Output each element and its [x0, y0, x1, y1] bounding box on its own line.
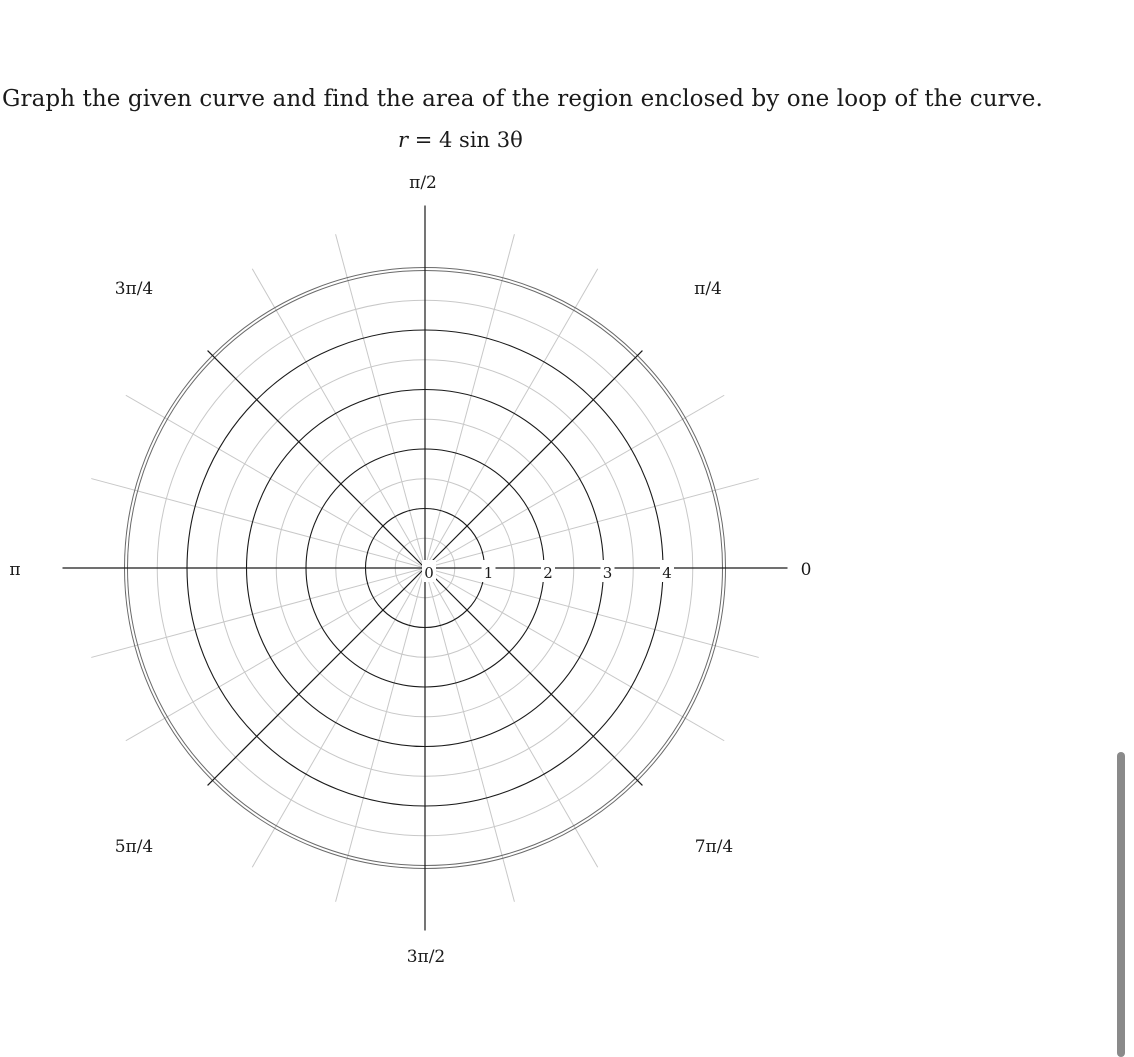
major-spoke [208, 568, 425, 785]
minor-spoke [126, 395, 425, 568]
radial-label-4: 4 [662, 564, 672, 582]
minor-spoke [425, 269, 598, 568]
minor-spoke [126, 568, 425, 741]
scrollbar-thumb[interactable] [1117, 752, 1125, 1057]
major-spoke [208, 351, 425, 568]
angle-label-180: π [9, 560, 21, 580]
radial-label-0: 0 [424, 564, 434, 582]
angle-label-135: 3π/4 [114, 279, 154, 299]
minor-spoke [425, 568, 724, 741]
minor-spoke [252, 269, 425, 568]
angle-label-270: 3π/2 [406, 947, 446, 967]
minor-spoke [425, 568, 759, 657]
angle-label-225: 5π/4 [114, 837, 154, 857]
vertical-scrollbar[interactable] [1114, 750, 1128, 1057]
equation-equals: = [408, 128, 439, 152]
equation-lhs: r [398, 128, 409, 152]
minor-spoke [336, 234, 425, 568]
minor-spoke [425, 568, 514, 902]
minor-spoke [91, 479, 425, 568]
minor-spoke [252, 568, 425, 867]
minor-spoke [91, 568, 425, 657]
radial-label-1: 1 [483, 564, 494, 582]
radial-label-2: 2 [543, 564, 553, 582]
major-spoke [425, 568, 642, 785]
minor-spoke [425, 395, 724, 568]
angle-label-315: 7π/4 [694, 837, 734, 857]
radial-label-3: 3 [602, 564, 613, 582]
minor-spoke [425, 234, 514, 568]
angle-label-45: π/4 [694, 279, 722, 299]
minor-spoke [425, 568, 598, 867]
minor-spoke [425, 479, 759, 568]
angle-label-0: 0 [800, 560, 812, 580]
equation-rhs: 4 sin 3θ [439, 128, 523, 152]
minor-spoke [336, 568, 425, 902]
major-spoke [425, 351, 642, 568]
problem-statement: Graph the given curve and find the area of the region enclosed by one loop of the curve. [2, 86, 1043, 112]
angle-label-90: π/2 [409, 173, 437, 193]
